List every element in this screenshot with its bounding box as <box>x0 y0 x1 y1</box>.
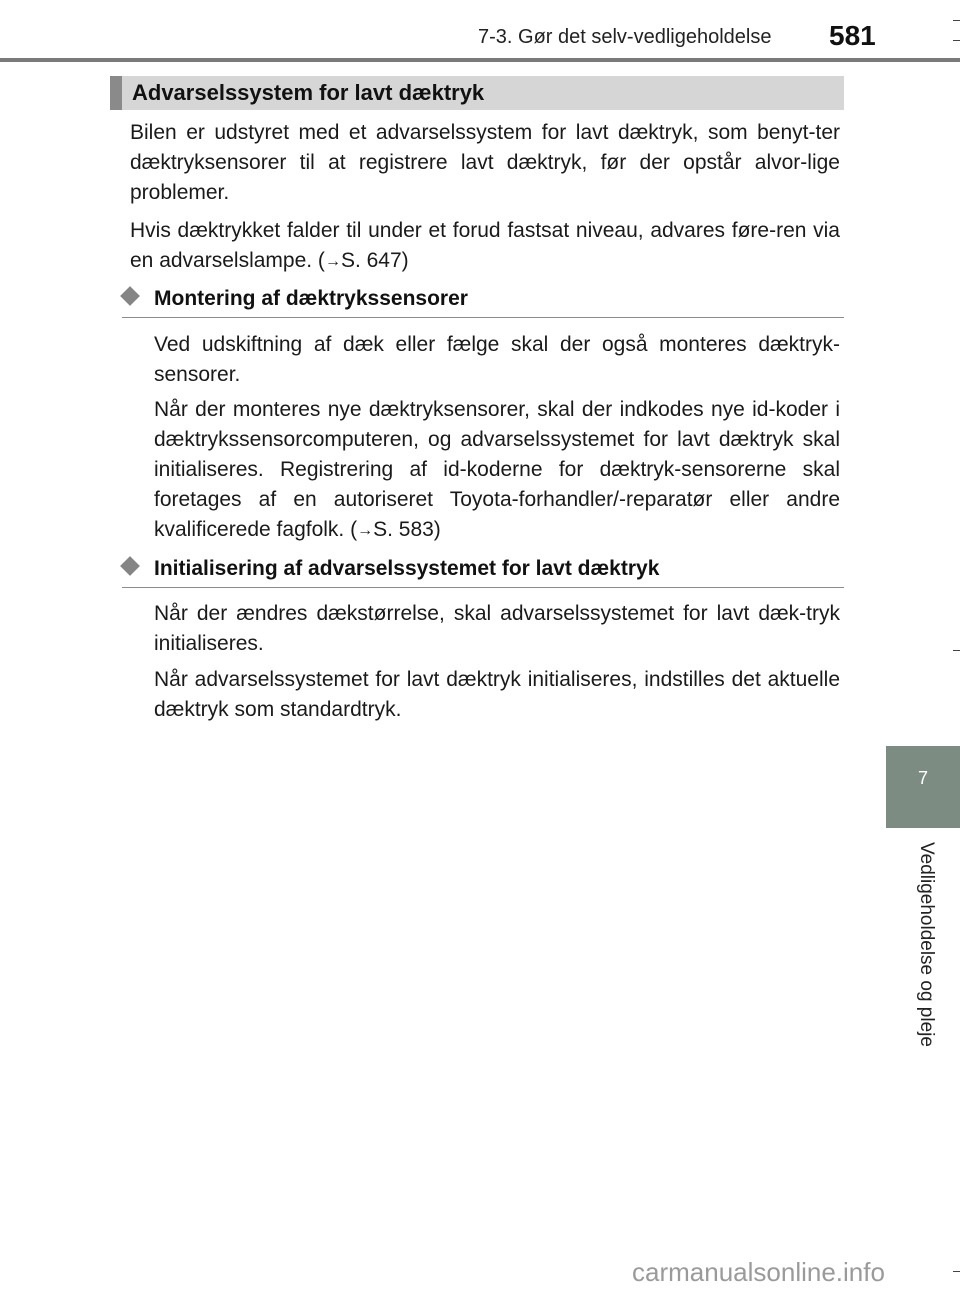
chapter-tab-label: Vedligeholdelse og pleje <box>916 842 937 1047</box>
crop-mark <box>953 40 960 41</box>
subsection-paragraph: Ved udskiftning af dæk eller fælge skal der også monteres dæktryk-sensorer. <box>154 333 840 386</box>
diamond-bullet-icon <box>120 286 140 306</box>
arrow-icon: → <box>324 253 341 270</box>
section-title: Advarselssystem for lavt dæktryk <box>132 80 485 105</box>
crop-mark <box>953 650 960 651</box>
chapter-tab-number: 7 <box>917 768 928 788</box>
subsection-paragraph: Når advarselssystemet for lavt dæktryk initialiseres, indstilles det aktuelle dæktryk som standardtryk. <box>154 668 840 721</box>
arrow-icon: → <box>357 522 374 539</box>
paragraph-text: Når der monteres nye dæktryksensorer, skal der indkodes nye id-koder i dæktrykssensorcomputeren, og advarselssystemet for lavt dæktryk skal initialiseres. Registrering af id-koderne for dæktryk-sensorerne skal foretages af en autoriseret Toyota-forhandler/-reparatør eller andre kvalificerede fagfolk. ( <box>154 398 840 541</box>
chapter-tab[interactable] <box>886 746 960 828</box>
watermark: carmanualsonline.info <box>632 1257 885 1287</box>
diamond-bullet-icon <box>120 556 140 576</box>
page-reference-link[interactable]: S. 583) <box>373 518 441 541</box>
page-number: 581 <box>829 20 876 51</box>
paragraph-text: Hvis dæktrykket falder til under et forud fastsat niveau, advares føre-ren via en advarselslampe. ( <box>130 219 840 272</box>
subsection-heading <box>122 555 844 588</box>
subsection-paragraph: Når der ændres dækstørrelse, skal advarselssystemet for lavt dæk-tryk initialiseres. <box>154 602 840 655</box>
section-header <box>110 76 844 110</box>
crop-mark <box>953 20 960 21</box>
subsection-paragraph-with-reference <box>154 395 840 547</box>
page-reference-link[interactable]: S. 647) <box>340 249 409 272</box>
subsection-heading-label: Initialisering af advarselssystemet for lavt dæktryk <box>154 557 660 580</box>
subsection-heading <box>122 285 844 318</box>
intro-paragraph: Bilen er udstyret med et advarselssystem for lavt dæktryk, som benyt-ter dæktryksensorer til at registrere lavt dæktryk, før der opstår alvor-lige problemer. <box>130 121 840 204</box>
crop-mark <box>953 1271 960 1272</box>
intro-paragraph-with-reference <box>130 216 840 278</box>
header-rule <box>0 58 960 62</box>
subsection-heading-label: Montering af dæktrykssensorer <box>154 287 468 310</box>
chapter-title: 7-3. Gør det selv-vedligeholdelse <box>478 26 772 48</box>
